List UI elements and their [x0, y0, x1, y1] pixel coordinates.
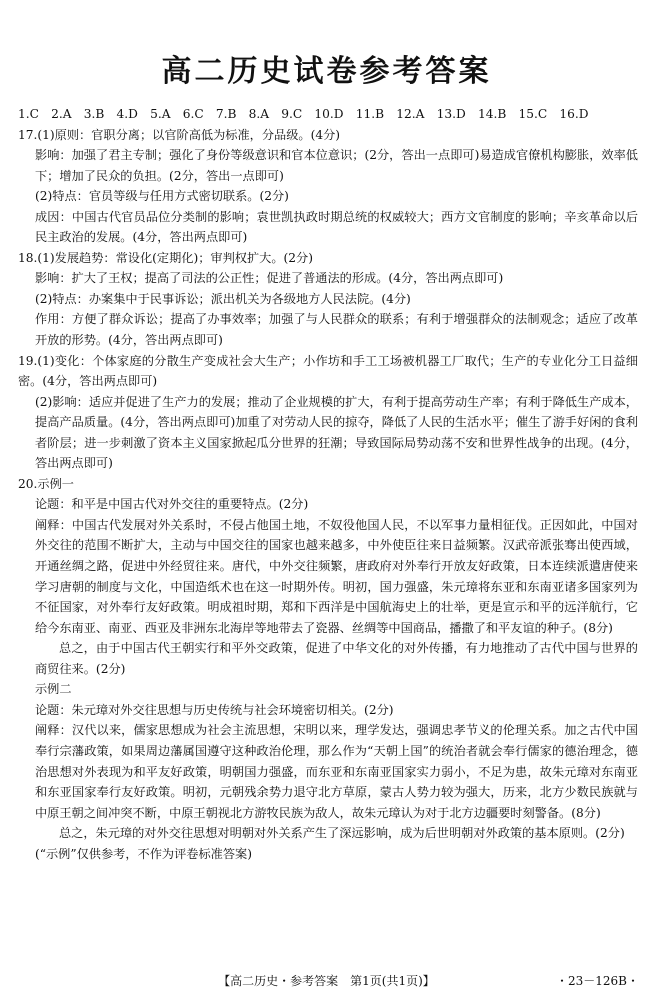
q17-part1-impact: 影响：加强了君主专制；强化了身份等级意识和官本位意识；(2分，答出一点即可)易造成官僚机构膨胀，效率低下；增加了民众的负担。(2分，答出一点即可)	[35, 148, 638, 183]
q20-example2-conclusion: 总之，朱元璋的对外交往思想对明朝对外关系产生了深远影响，成为后世明朝对外政策的基本原则。(2分)	[59, 826, 625, 841]
q18-part1-impact: 影响：扩大了王权；提高了司法的公正性；促进了普通法的形成。(4分，答出两点即可)	[35, 271, 504, 286]
q17-part1-principle: 17.(1)原则：官职分离；以官阶高低为标准，分品级。(4分)	[18, 127, 341, 142]
q20-example1-heading: 20.示例一	[18, 476, 74, 491]
footer-code: ・23－126B・	[556, 974, 639, 988]
q18-part1-trend: 18.(1)发展趋势：常设化(定期化)；审判权扩大。(2分)	[18, 250, 313, 265]
page-title: 高二历史试卷参考答案	[161, 54, 492, 89]
q19-part1-change: 19.(1)变化：个体家庭的分散生产变成社会大生产；小作坊和手工工场被机器工厂取代；生产的专业化分工日益细密。(4分，答出两点即可)	[18, 353, 638, 389]
q20-example1-conclusion: 总之，由于中国古代王朝实行和平外交政策，促进了中华文化的对外传播，有力地推动了古代中国与世界的商贸往来。(2分)	[35, 641, 638, 676]
q18-part2-feature: (2)特点：办案集中于民事诉讼；派出机关为各级地方人民法院。(4分)	[35, 291, 411, 306]
q20-example2-explanation: 阐释：汉代以来，儒家思想成为社会主流思想，宋明以来，理学发达，强调忠孝节义的伦理关系。加之古代中国奉行宗藩政策，如果周边藩属国遵守这种政治伦理，那么作为“天朝上国”的统治者就会奉行儒家的德治理念，德治思想对外表现为和平友好政策，明朝国力强盛，而东亚和东南亚国家实力弱小，不足为患，故朱元璋对东南亚和东亚国家奉行友好政策。明初，元朝残余势力退守北方草原，蒙古人势力较为强大，历来，北方少数民族就与中原王朝之间冲突不断，中原王朝视北方游牧民族为敌人，故朱元璋认为对于北方边疆要时刻警备。(8分)	[35, 723, 638, 820]
q20-example2-heading: 示例二	[35, 682, 72, 697]
q19-part2-impact: (2)影响：适应并促进了生产力的发展；推动了企业规模的扩大，有利于提高劳动生产率；有利于降低生产成本，提高产品质量。(4分，答出两点即可)加重了对劳动人民的掠夺，降低了人民的生活水平；催生了游手好闲的食利者阶层；进一步刺激了资本主义国家掀起瓜分世界的狂潮；导致国际局势动荡不安和世界性战争的出现。(4分，答出两点即可)	[35, 394, 638, 471]
q17-part2-feature: (2)特点：官员等级与任用方式密切联系。(2分)	[35, 189, 289, 204]
q17-part2-cause: 成因：中国古代官员品位分类制的影响；袁世凯执政时期总统的权威较大；西方文官制度的影响；辛亥革命以后民主政治的发展。(4分，答出两点即可)	[35, 209, 638, 245]
footer-page-info: 【高二历史・参考答案 第1页(共1页)】	[218, 974, 435, 988]
q20-example1-thesis: 论题：和平是中国古代对外交往的重要特点。(2分)	[35, 497, 309, 512]
q18-part2-effect: 作用：方便了群众诉讼；提高了办事效率；加强了与人民群众的联系；有利于增强群众的法制观念；适应了改革开放的形势。(4分，答出两点即可)	[35, 312, 638, 348]
q20-example2-thesis: 论题：朱元璋对外交往思想与历史传统与社会环境密切相关。(2分)	[35, 702, 394, 717]
q20-example1-explanation: 阐释：中国古代发展对外关系时，不侵占他国土地，不奴役他国人民，不以军事力量相征伐。正因如此，中国对外交往的范围不断扩大，主动与中国交往的国家也越来越多，中外使臣往来日益频繁。汉武帝派张骞出使西域，开通丝绸之路，促进中外经贸往来。唐代，中外交往频繁，唐政府对外奉行开放友好政策，日本连续派遣唐使来学习唐朝的制度与文化，中国造纸术也在这一时期外传。明初，国力强盛，朱元璋将东亚和东南亚诸多国家列为不征国家，对外奉行友好政策。明成祖时期，郑和下西洋是中国航海史上的壮举，更是宣示和平的远洋航行，它给今东南亚、南亚、西亚及非洲东北海岸等地带去了瓷器、丝绸等中国商品，播撒了和平友谊的种子。(8分)	[35, 517, 638, 635]
mcq-answers: 1.C 2.A 3.B 4.D 5.A 6.C 7.B 8.A 9.C 10.D 11.B 12.A 13.D 14.B 15.C 16.D	[18, 107, 589, 121]
example-note: (“示例”仅供参考，不作为评卷标准答案)	[35, 846, 252, 861]
answer-content	[18, 104, 638, 864]
page-footer	[0, 972, 653, 992]
